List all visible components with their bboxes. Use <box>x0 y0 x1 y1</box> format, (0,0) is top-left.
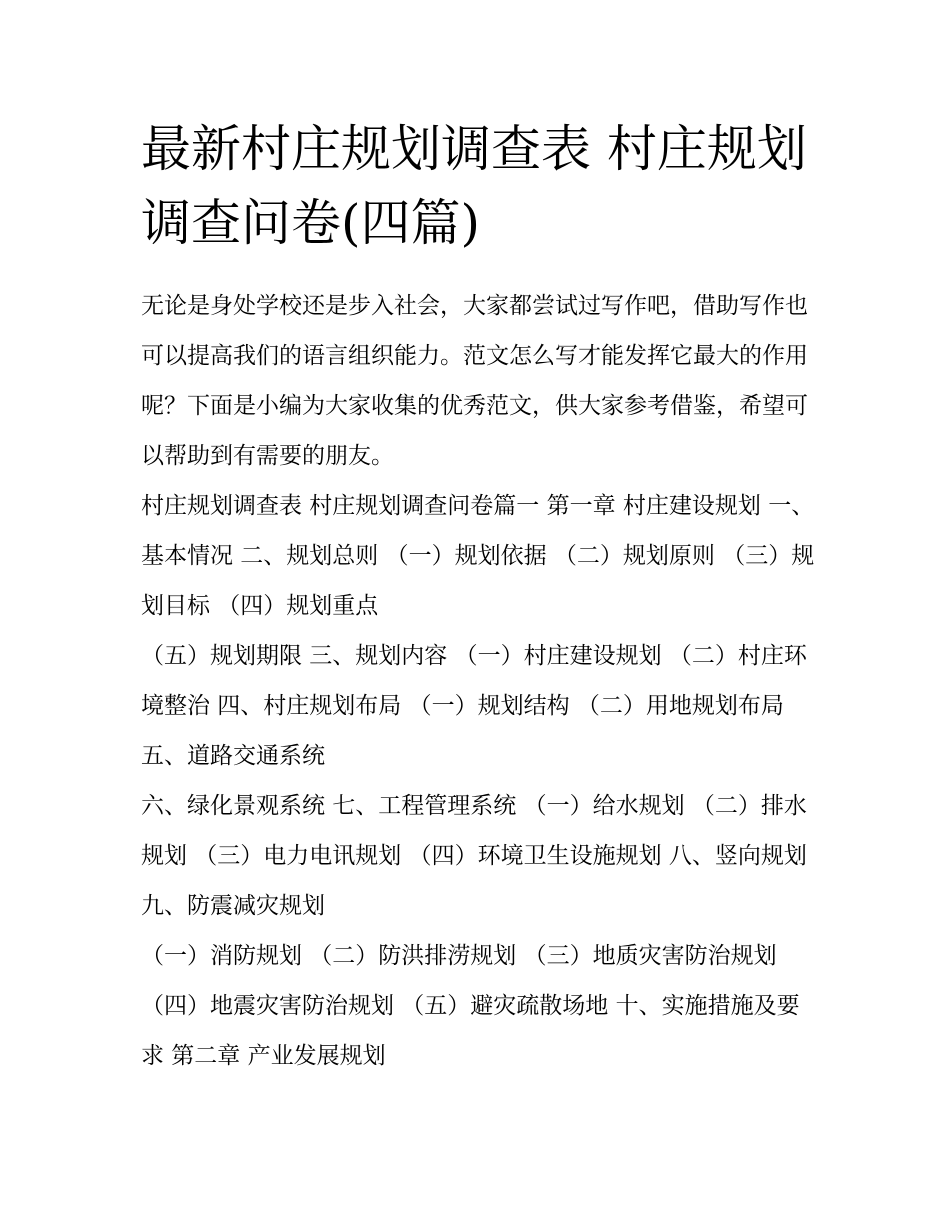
outline-paragraph-1: 村庄规划调查表 村庄规划调查问卷篇一 第一章 村庄建设规划 一、基本情况 二、规划总则 （一）规划依据 （二）规划原则 （三）规划目标 （四）规划重点 <box>141 493 815 619</box>
document-title: 最新村庄规划调查表 村庄规划调查问卷(四篇) <box>141 120 807 252</box>
outline-paragraph-2: （五）规划期限 三、规划内容 （一）村庄建设规划 （二）村庄环境整治 四、村庄规划布局 （一）规划结构 （二）用地规划布局 五、道路交通系统 <box>141 643 807 769</box>
outline-paragraph-3: 六、绿化景观系统 七、工程管理系统 （一）给水规划 （二）排水规划 （三）电力电讯规划 （四）环境卫生设施规划 八、竖向规划 九、防震减灾规划 <box>141 793 807 919</box>
document-body <box>141 281 821 1081</box>
intro-paragraph: 无论是身处学校还是步入社会，大家都尝试过写作吧，借助写作也可以提高我们的语言组织能力。范文怎么写才能发挥它最大的作用呢？下面是小编为大家收集的优秀范文，供大家参考借鉴，希望可以帮助到有需要的朋友。 <box>141 293 808 469</box>
outline-paragraph-4: （一）消防规划 （二）防洪排涝规划 （三）地质灾害防治规划 （四）地震灾害防治规划 （五）避灾疏散场地 十、实施措施及要求 第二章 产业发展规划 <box>141 943 800 1069</box>
